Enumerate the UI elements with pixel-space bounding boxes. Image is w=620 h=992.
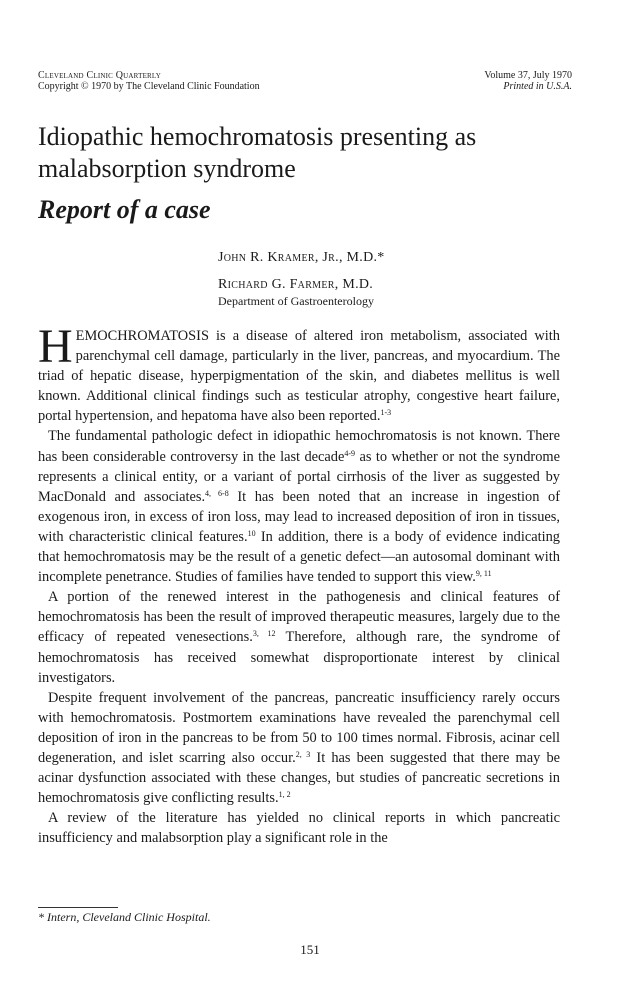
volume-line: Volume 37, July 1970 xyxy=(484,70,572,81)
paragraph-text: as to whether or not the syndrome represents a clinical entity, or a variant of portal cirrhosis of the liver as suggested by MacDonald and associates. xyxy=(38,448,560,505)
paragraph-text: Therefore, although rare, the syndrome of hemochromatosis has received somewhat disproportionate interest by clinical investigators. xyxy=(38,629,560,686)
citation: 9, 11 xyxy=(475,569,492,579)
article-subtitle: Report of a case xyxy=(38,195,211,224)
printed-line: Printed in U.S.A. xyxy=(503,81,572,92)
paragraph-text: It has been noted that an increase in ingestion of exogenous iron, in excess of iron loss, may lead to increased deposition of iron in tissues, with characteristic clinical features. xyxy=(38,488,561,545)
paragraph-text: The fundamental pathologic defect in idiopathic hemochromatosis is not known. There has been considerable controversy in the last decade xyxy=(38,428,560,465)
citation: 4-9 xyxy=(344,448,356,458)
paragraph-text: A review of the literature has yielded no clinical reports in which pancreatic insufficiency and malabsorption play a significant role in the xyxy=(38,810,560,847)
paragraph-text: In addition, there is a body of evidence indicating that hemochromatosis may be the result of a genetic defect—an autosomal dominant with incomplete penetrance. Studies of families have tended to support this view. xyxy=(38,528,560,586)
paragraph-5 xyxy=(38,808,560,848)
paragraph-text: It has been suggested that there may be acinar dysfunction associated with these changes, but studies of pancreatic secretions in hemochromatosis give conflicting results. xyxy=(38,749,561,807)
paragraph-2 xyxy=(38,426,560,587)
footnote: * Intern, Cleveland Clinic Hospital. xyxy=(38,910,211,924)
footnote-divider xyxy=(38,907,118,908)
journal-name: Cleveland Clinic Quarterly xyxy=(38,70,161,81)
citation: 4, 6-8 xyxy=(205,488,229,498)
department: Department of Gastroenterology xyxy=(218,294,374,308)
paragraph-text: Despite frequent involvement of the pancreas, pancreatic insufficiency rarely occurs with hemochromatosis. Postmortem examinations have revealed the parenchymal cell deposition of iron in the pancreas to be from 50 to 100 times normal. Fibrosis, acinar cell degeneration, and islet scarring also occur. xyxy=(38,689,560,766)
author-1: John R. Kramer, Jr., M.D.* xyxy=(218,250,385,265)
header-right xyxy=(484,70,572,92)
article-title: Idiopathic hemochromatosis presenting as malabsorption syndrome xyxy=(38,122,477,183)
author-2: Richard G. Farmer, M.D. xyxy=(218,277,374,292)
citation: 10 xyxy=(247,528,256,538)
header-left xyxy=(38,70,260,92)
paragraph-1 xyxy=(38,320,560,426)
drop-cap: H xyxy=(38,320,73,373)
paragraph-3 xyxy=(38,587,560,687)
citation: 2, 3 xyxy=(295,749,311,759)
citation: 1-3 xyxy=(380,408,392,418)
copyright-line: Copyright © 1970 by The Cleveland Clinic Foundation xyxy=(38,81,260,92)
article-body xyxy=(38,320,561,848)
author-block xyxy=(218,249,385,310)
paragraph-text: A portion of the renewed interest in the pathogenesis and clinical features of hemochromatosis has been the result of improved therapeutic measures, largely due to the efficacy of repeated venesections. xyxy=(38,589,560,646)
lead-word: EMOCHROMATOSIS xyxy=(75,328,209,344)
page-number: 151 xyxy=(300,942,320,957)
paragraph-4 xyxy=(38,688,560,809)
citation: 3, 12 xyxy=(252,629,276,639)
citation: 1, 2 xyxy=(278,790,291,800)
paragraph-text: is a disease of altered iron metabolism, associated with parenchymal cell damage, particularly in the liver, pancreas, and myocardium. The triad of hepatic disease, hyperpigmentation of the skin, and diabetes mellitus is well known. Additional clinical findings such as testicular atrophy, congestive heart failure, portal hypertension, and hepatoma have also been reported. xyxy=(38,328,560,425)
